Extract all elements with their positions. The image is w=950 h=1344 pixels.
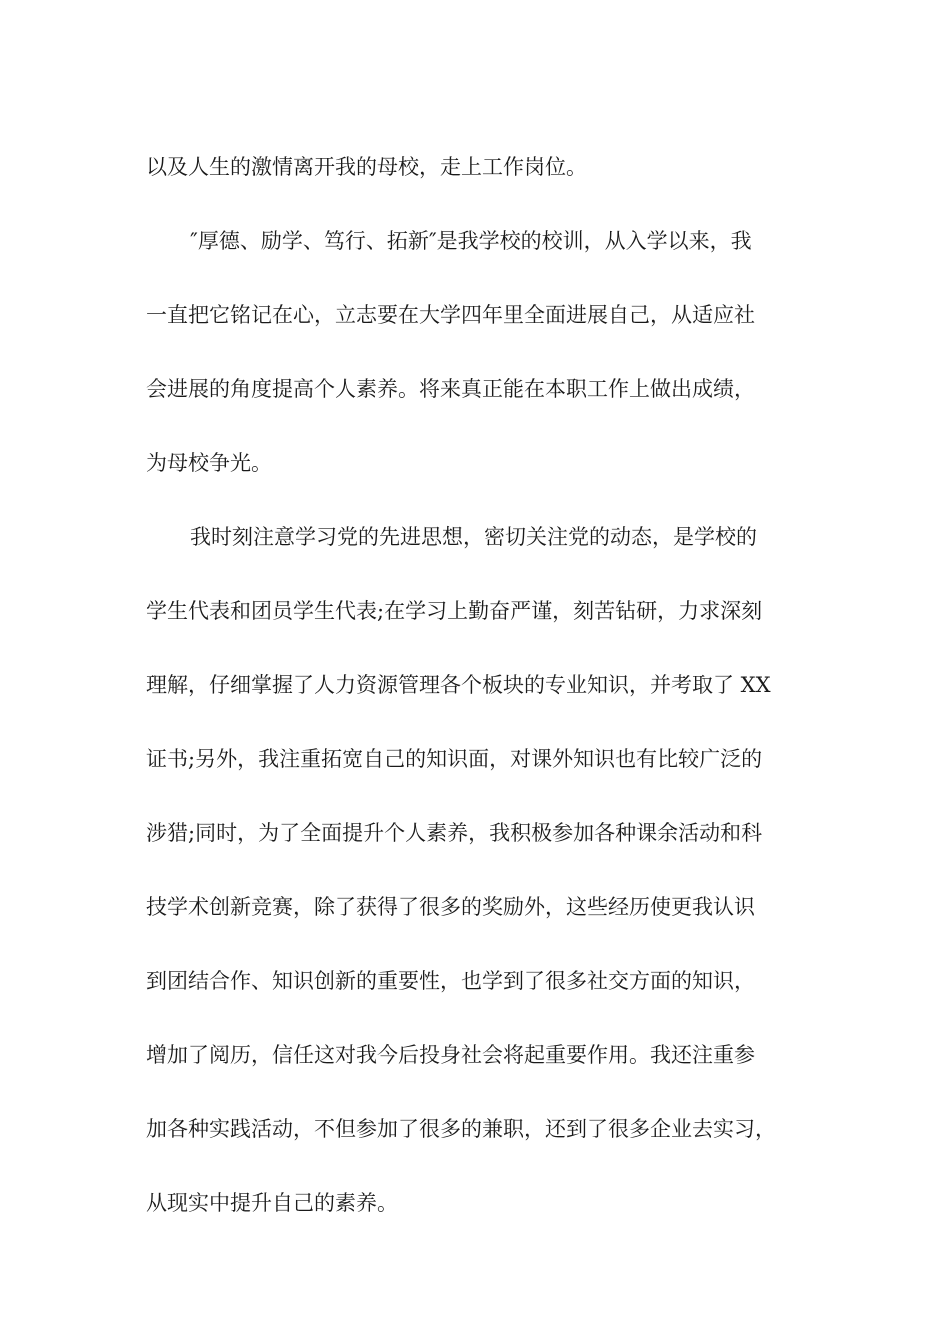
text-line: 技学术创新竞赛，除了获得了很多的奖励外，这些经历使更我认识 [146, 895, 755, 919]
paragraph-start-line: ″厚德、励学、笃行、拓新″是我学校的校训，从入学以来，我 [190, 229, 752, 253]
text-line: 证书;另外，我注重拓宽自己的知识面，对课外知识也有比较广泛的 [146, 747, 763, 771]
text-line: 从现实中提升自己的素养。 [146, 1191, 398, 1215]
text-line: 增加了阅历，信任这对我今后投身社会将起重要作用。我还注重参 [146, 1043, 755, 1067]
text-line: 加各种实践活动，不但参加了很多的兼职，还到了很多企业去实习， [146, 1117, 776, 1141]
text-line: 理解，仔细掌握了人力资源管理各个板块的专业知识，并考取了 XX [146, 673, 771, 697]
text-line: 为母校争光。 [146, 451, 272, 475]
body-text [146, 130, 846, 1240]
text-line: 一直把它铭记在心，立志要在大学四年里全面进展自己，从适应社 [146, 303, 755, 327]
text-line: 以及人生的激情离开我的母校，走上工作岗位。 [146, 155, 587, 179]
text-line: 会进展的角度提高个人素养。将来真正能在本职工作上做出成绩， [146, 377, 755, 401]
text-line: 到团结合作、知识创新的重要性，也学到了很多社交方面的知识， [146, 969, 755, 993]
paragraph-start-line: 我时刻注意学习党的先进思想，密切关注党的动态，是学校的 [190, 525, 757, 549]
text-line: 学生代表和团员学生代表;在学习上勤奋严谨，刻苦钻研，力求深刻 [146, 599, 763, 623]
text-line: 涉猎;同时，为了全面提升个人素养，我积极参加各种课余活动和科 [146, 821, 763, 845]
